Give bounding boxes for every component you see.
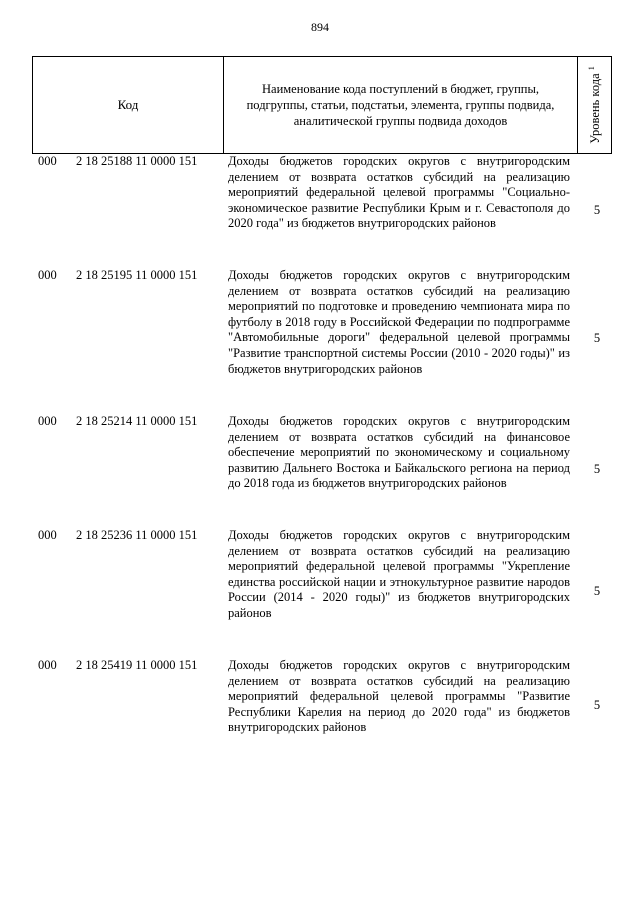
row-name: Доходы бюджетов городских округов с внутригородским делением от возврата остатков субсидий на финансовое обеспечение мероприятий по экономическому и социальному развитию Дальнего Востока и Байкальского региона на период до 2018 года из бюджетов внутригородских районов [228, 414, 570, 491]
header-level-label [586, 66, 602, 144]
row-code: 2 18 25195 11 0000 151 [76, 268, 198, 282]
row-level: 5 [593, 203, 601, 217]
row-level: 5 [593, 698, 601, 712]
header-level-note: 1 [586, 66, 596, 71]
row-group: 000 [38, 658, 57, 672]
page-number: 894 [311, 20, 329, 34]
row-group: 000 [38, 528, 57, 542]
row-code: 2 18 25236 11 0000 151 [76, 528, 198, 542]
row-code: 2 18 25419 11 0000 151 [76, 658, 198, 672]
row-name: Доходы бюджетов городских округов с внутригородским делением от возврата остатков субсидий на реализацию мероприятий федеральной целевой программы "Укрепление единства российской нации и этнокультурное развитие народов России (2014 - 2020 годы)" из бюджетов внутригородских районов [228, 528, 570, 620]
row-name: Доходы бюджетов городских округов с внутригородским делением от возврата остатков субсидий на реализацию мероприятий по подготовке и проведению чемпионата мира по футболу в 2018 году в Российской Федерации по подпрограмме "Автомобильные дороги" федеральной целевой программы "Развитие транспортной системы России (2010 - 2020 годы)" из бюджетов внутригородских районов [228, 268, 570, 376]
row-level: 5 [593, 462, 601, 476]
header-name: Наименование кода поступлений в бюджет, группы, подгруппы, статьи, подстатьи, элемента, группы подвида, аналитической группы подвида доходов [223, 57, 577, 153]
row-group: 000 [38, 154, 57, 168]
row-code: 2 18 25188 11 0000 151 [76, 154, 198, 168]
row-level: 5 [593, 584, 601, 598]
row-level: 5 [593, 331, 601, 345]
header-level [577, 57, 611, 153]
header-code: Код [117, 97, 139, 112]
row-code: 2 18 25214 11 0000 151 [76, 414, 198, 428]
row-group: 000 [38, 268, 57, 282]
row-name: Доходы бюджетов городских округов с внутригородским делением от возврата остатков субсидий на реализацию мероприятий федеральной целевой программы "Социально-экономическое развитие Республики Крым и г. Севастополя до 2020 года" из бюджетов внутригородских районов [228, 154, 570, 231]
row-group: 000 [38, 414, 57, 428]
header-level-text: Уровень кода [587, 73, 602, 144]
row-name: Доходы бюджетов городских округов с внутригородским делением от возврата остатков субсидий на реализацию мероприятий федеральной целевой программы "Развитие Республики Карелия на период до 2020 года" из бюджетов внутригородских районов [228, 658, 570, 735]
table-header [32, 56, 612, 154]
